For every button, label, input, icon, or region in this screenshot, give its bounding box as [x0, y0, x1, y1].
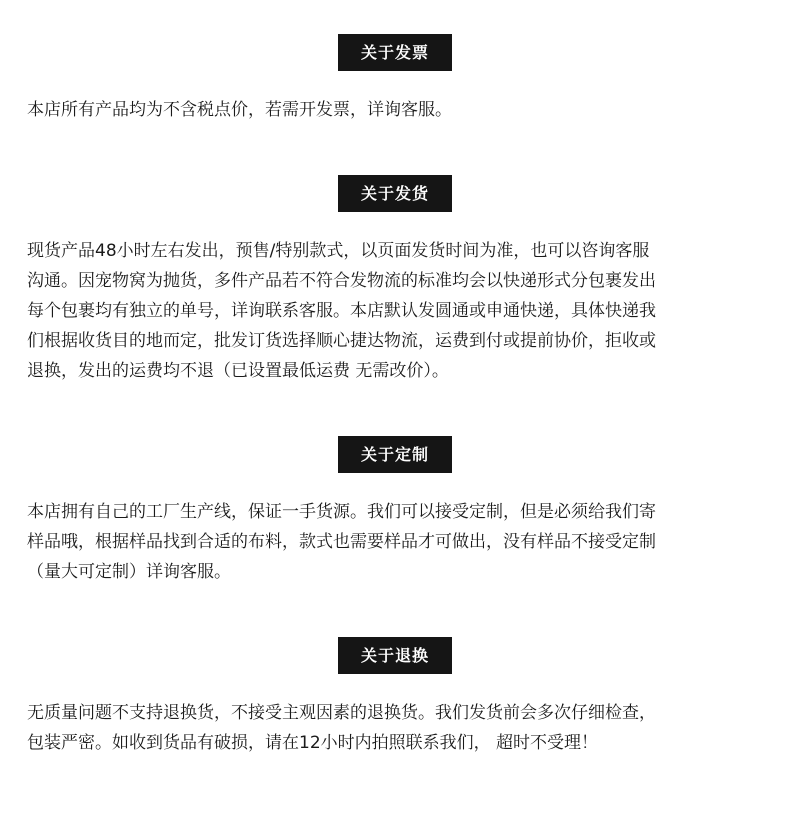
body-line: 现货产品48小时左右发出，预售/特别款式，以页面发货时间为准，也可以咨询客服	[27, 241, 650, 261]
body-line: 们根据收货目的地而定，批发订货选择顺心捷达物流，运费到付或提前协价，拒收或	[27, 331, 656, 351]
body-line: 无质量问题不支持退换货，不接受主观因素的退换货。我们发货前会多次仔细检查，	[27, 703, 656, 723]
section-body-returns	[0, 698, 727, 758]
body-line: 本店所有产品均为不含税点价，若需开发票，详询客服。	[27, 100, 452, 120]
body-line: 本店拥有自己的工厂生产线，保证一手货源。我们可以接受定制，但是必须给我们寄	[27, 502, 656, 522]
section-title-invoice: 关于发票	[338, 34, 452, 71]
body-line: 每个包裹均有独立的单号，详询联系客服。本店默认发圆通或申通快递，具体快递我	[27, 301, 656, 321]
section-returns	[0, 637, 790, 758]
body-line: （量大可定制）详询客服。	[27, 562, 231, 582]
section-body-customization	[0, 497, 727, 587]
section-body-shipping	[0, 236, 727, 386]
body-line: 沟通。因宠物窝为抛货，多件产品若不符合发物流的标准均会以快递形式分包裹发出	[27, 271, 656, 291]
section-body-invoice	[0, 95, 727, 125]
section-invoice	[0, 34, 790, 125]
body-line: 样品哦，根据样品找到合适的布料，款式也需要样品才可做出，没有样品不接受定制	[27, 532, 656, 552]
body-line: 包装严密。如收到货品有破损，请在12小时内拍照联系我们， 超时不受理！	[27, 733, 599, 753]
section-shipping	[0, 175, 790, 386]
section-title-customization: 关于定制	[338, 436, 452, 473]
section-title-returns: 关于退换	[338, 637, 452, 674]
section-customization	[0, 436, 790, 587]
section-title-shipping: 关于发货	[338, 175, 452, 212]
body-line: 退换，发出的运费均不退（已设置最低运费 无需改价）。	[27, 361, 449, 381]
